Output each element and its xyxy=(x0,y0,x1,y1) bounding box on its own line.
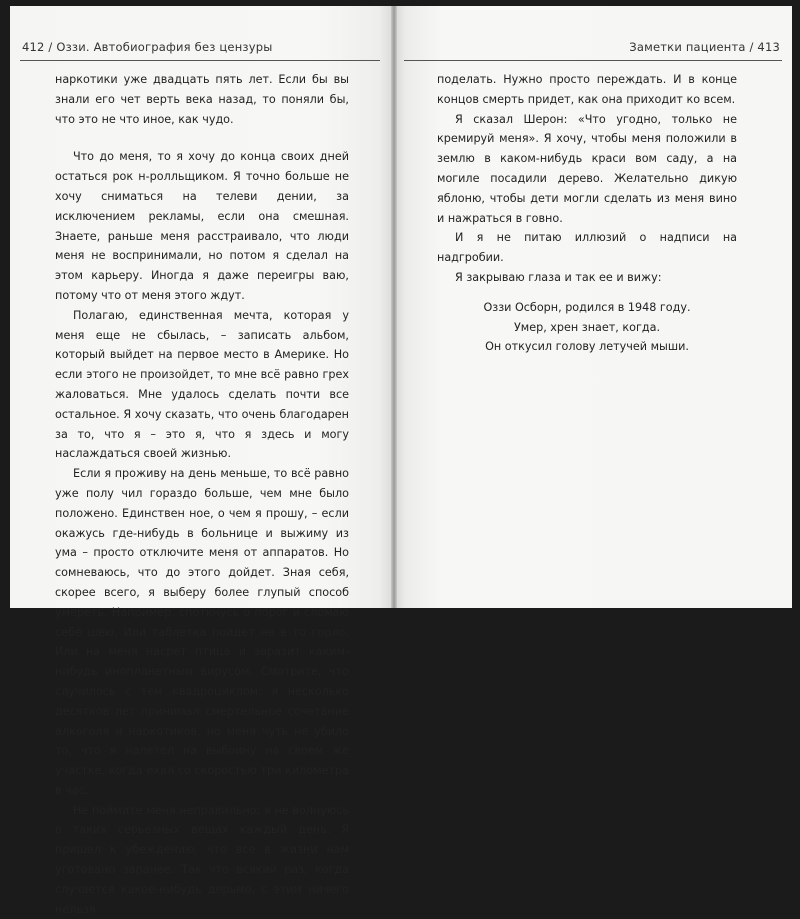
text-line: Я сказал Шерон: «Что угодно, только не кремируй меня». xyxy=(437,112,737,146)
left-body-text xyxy=(55,70,349,919)
epitaph-line: Оззи Осборн, родился в 1948 году. xyxy=(483,300,691,314)
paragraph-gap xyxy=(55,129,349,147)
epitaph-line: Умер, хрен знает, когда. xyxy=(513,320,661,334)
text-line: потом я сделал на этом карьеру. Иногда я даже переигры xyxy=(55,249,349,283)
right-opening-paragraph xyxy=(437,70,737,110)
left-paragraph-4 xyxy=(55,801,349,919)
text-line: дении, за исключением рекламы, если она смешная. Знаете, xyxy=(55,189,349,243)
text-line: выбоину на своем же участке, когда ехал со скоростью три xyxy=(55,744,349,778)
left-paragraph-1 xyxy=(55,147,349,305)
text-line: Полагаю, единственная мечта, которая у меня еще не xyxy=(55,308,349,342)
left-header-rule xyxy=(20,60,380,61)
left-paragraph-2 xyxy=(55,306,349,464)
text-line: ное, о чем я прошу, – если окажусь где-нибудь в больнице xyxy=(55,506,349,540)
left-paragraph-3 xyxy=(55,464,349,801)
text-line: птица и заразит каким-нибудь инопланетным вирусом. xyxy=(55,645,349,679)
text-line: Я хочу, чтобы меня положили в землю в каком-нибудь краси xyxy=(437,132,737,166)
right-running-header: Заметки пациента / 413 xyxy=(629,40,780,54)
book-gutter xyxy=(391,6,397,608)
text-line: чудо. xyxy=(202,112,234,126)
text-line: всего, я выберу более глупый способ умереть. Например, xyxy=(55,585,349,619)
text-line: яблоню, чтобы дети могли сделать из меня вино и нажраться xyxy=(437,191,737,225)
text-line: Если я проживу на день меньше, то всё равно уже полу xyxy=(55,467,349,500)
right-body-text xyxy=(437,70,737,357)
text-line: в говно. xyxy=(515,211,563,225)
text-line: равно грех жаловаться. Мне удалось сделать почти все xyxy=(55,368,350,401)
text-line: н-ролльщиком. Я точно больше не хочу сниматься на телеви xyxy=(55,170,349,203)
left-opening-paragraph xyxy=(55,70,349,129)
text-line: Но сомневаюсь, что до этого дойдет. Зная себя, скорее xyxy=(55,546,349,599)
right-paragraph-2 xyxy=(437,228,737,268)
text-line: остальное. Я хочу сказать, что очень благодарен за то, что xyxy=(55,407,349,441)
text-line: раньше меня расстраивало, что люди меня не воспринимали, но xyxy=(55,229,349,263)
text-line: Что до меня, то я хочу до конца своих дней остаться рок xyxy=(55,150,349,184)
text-line: сбылась, – записать альбом, который выйдет на первое xyxy=(55,328,349,362)
text-line: придет, как она приходит ко всем. xyxy=(527,92,736,106)
text-line: поделать. Нужно просто переждать. И в конце концов смерть xyxy=(437,73,737,106)
right-paragraph-1 xyxy=(437,110,737,229)
text-line: И я не питаю иллюзий о надписи на надгробии. xyxy=(437,231,737,265)
text-line: верть века назад, то поняли бы, что это не что иное, как xyxy=(55,92,349,126)
text-line: Я закрываю глаза и так ее и вижу: xyxy=(455,270,662,284)
text-line: когда случается какое-нибудь дерьмо, с этим ничего нельзя xyxy=(55,863,349,916)
text-line: Смотрите, что случилось с тем квадроциклом: я несколько xyxy=(55,665,349,698)
book-spread xyxy=(10,6,792,916)
right-paragraph-3 xyxy=(437,268,737,288)
text-line: наркотики уже двадцать пять лет. Если бы вы знали его чет xyxy=(55,73,349,106)
epitaph xyxy=(437,298,737,357)
text-line: ваю, потому что от меня этого ждут. xyxy=(55,269,349,302)
left-running-header: 412 / Оззи. Автобиография без цензуры xyxy=(22,40,273,54)
text-line: все в жизни нам уготовано заранее. Так что всякий раз, xyxy=(55,843,349,877)
text-line: место в Америке. Но если этого не произойдет, то мне всё xyxy=(55,348,349,382)
text-line: чил гораздо больше, чем мне было положено. Единствен xyxy=(55,486,350,520)
text-line: не в то горло. Или на меня насрет xyxy=(55,625,350,659)
text-line: километра в час. xyxy=(55,764,349,797)
text-line: вом саду, а на могиле посадили дерево. Желательно дикую xyxy=(437,152,737,185)
text-line: и наркотиков, но меня чуть не убило то, что я налетел на xyxy=(55,724,349,758)
right-page xyxy=(394,6,792,608)
text-line: и выжиму из ума – просто отключите меня от аппаратов. xyxy=(55,526,349,560)
text-line: серьезных вещах каждый день. Я пришел к убеждению, что xyxy=(55,823,349,857)
text-line: споткнусь о порог и сломаю себе шею. Или таблетка пойдет xyxy=(55,605,349,639)
text-line: я – это я, что я здесь и могу наслаждаться своей жизнью. xyxy=(55,427,349,461)
epitaph-line: Он откусил голову летучей мыши. xyxy=(485,340,689,354)
text-line: Не поймите меня неправильно: я не волнуюсь о таких xyxy=(55,803,349,837)
text-line: десятков лет принимал смертельное сочетание алкоголя xyxy=(55,704,349,738)
right-header-rule xyxy=(404,60,782,61)
left-page xyxy=(10,6,394,916)
